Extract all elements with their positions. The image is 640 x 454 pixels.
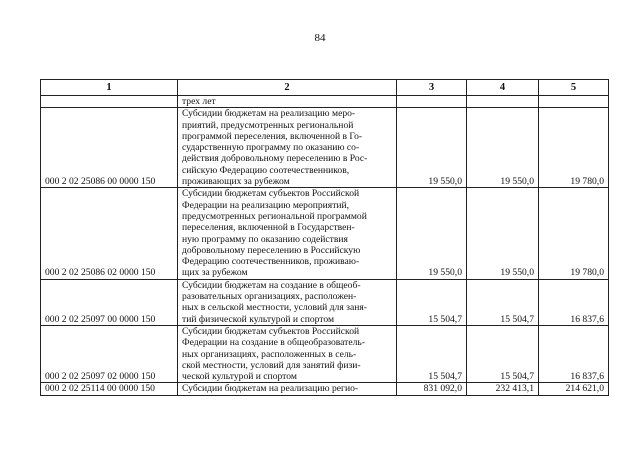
column-header-1: 1 [41, 80, 178, 96]
column-header-3: 3 [397, 80, 467, 96]
description-line: действия добровольному переселению в Рос- [182, 153, 368, 165]
description-cell [178, 188, 397, 279]
table-row [41, 188, 609, 279]
table-row [41, 325, 609, 382]
description-line: Субсидии бюджетам на реализацию меро- [182, 108, 356, 120]
amount-cell-col4 [467, 96, 539, 108]
amount-cell-col3: 15 504,7 [397, 325, 467, 382]
amount-cell-col5 [539, 96, 609, 108]
amount-cell-col4: 232 413,1 [467, 383, 539, 395]
description-cell [178, 325, 397, 382]
description-line: сийскую Федерацию соотечественников, [182, 164, 350, 176]
amount-cell-col4: 15 504,7 [467, 325, 539, 382]
amount-cell-col4: 15 504,7 [467, 279, 539, 325]
budget-code-cell [41, 96, 178, 108]
description-line: переселения, включенной в Государствен- [182, 222, 355, 234]
table-body [41, 96, 609, 396]
description-line: Субсидии бюджетам на реализацию регио- [182, 383, 359, 395]
description-line: ную программу по оказанию содействия [182, 233, 348, 245]
amount-cell-col3: 19 550,0 [397, 108, 467, 188]
description-line: сударственную программу по оказанию со- [182, 142, 360, 154]
column-header-2: 2 [178, 80, 397, 96]
table-row [41, 383, 609, 395]
table-row [41, 96, 609, 108]
description-line: щих за рубежом [182, 267, 248, 279]
description-line: Субсидии бюджетам субъектов Российской [182, 188, 360, 200]
description-line: Федерации на реализацию мероприятий, [182, 199, 350, 211]
description-line: приятий, предусмотренных региональной [182, 119, 354, 131]
amount-cell-col5: 16 837,6 [539, 325, 609, 382]
budget-code-cell: 000 2 02 25097 00 0000 150 [41, 279, 178, 325]
description-line: Федерацию соотечественников, проживаю- [182, 256, 360, 268]
description-line: ческой культурой и спортом [182, 371, 297, 383]
column-header-5: 5 [539, 80, 609, 96]
description-line: ской местности, условий для занятий физи- [182, 359, 361, 371]
table-row [41, 108, 609, 188]
description-line: добровольному переселению в Российскую [182, 244, 361, 256]
description-cell [178, 383, 397, 395]
amount-cell-col5: 19 780,0 [539, 108, 609, 188]
description-line: Субсидии бюджетам субъектов Российской [182, 325, 360, 337]
budget-code-cell: 000 2 02 25114 00 0000 150 [41, 383, 178, 395]
amount-cell-col5: 16 837,6 [539, 279, 609, 325]
description-line: ных в сельской местности, условий для заня- [182, 302, 367, 314]
description-cell [178, 108, 397, 188]
description-line: программой переселения, включенной в Го- [182, 130, 363, 142]
amount-cell-col4: 19 550,0 [467, 108, 539, 188]
amount-cell-col3 [397, 96, 467, 108]
header-row [41, 80, 609, 96]
amount-cell-col4: 19 550,0 [467, 188, 539, 279]
description-line: предусмотренных региональной программой [182, 210, 367, 222]
description-line: Субсидии бюджетам на создание в общеоб- [182, 279, 361, 291]
column-header-4: 4 [467, 80, 539, 96]
description-line: тий физической культурой и спортом [182, 313, 335, 325]
page-number: 84 [314, 32, 326, 44]
amount-cell-col5: 214 621,0 [539, 383, 609, 395]
description-line: ных организациях, расположенных в сель- [182, 348, 357, 360]
budget-code-cell: 000 2 02 25086 00 0000 150 [41, 108, 178, 188]
description-line: проживающих за рубежом [182, 176, 290, 188]
budget-table [40, 79, 609, 396]
budget-code-cell: 000 2 02 25086 02 0000 150 [41, 188, 178, 279]
budget-code-cell: 000 2 02 25097 02 0000 150 [41, 325, 178, 382]
description-cell [178, 279, 397, 325]
amount-cell-col3: 19 550,0 [397, 188, 467, 279]
amount-cell-col3: 15 504,7 [397, 279, 467, 325]
description-line: разовательных организациях, расположен- [182, 291, 357, 303]
description-line: Федерации на создание в общеобразователь- [182, 337, 365, 349]
amount-cell-col3: 831 092,0 [397, 383, 467, 395]
table-row [41, 279, 609, 325]
description-line: трех лет [182, 96, 216, 107]
description-cell [178, 96, 397, 108]
amount-cell-col5: 19 780,0 [539, 188, 609, 279]
